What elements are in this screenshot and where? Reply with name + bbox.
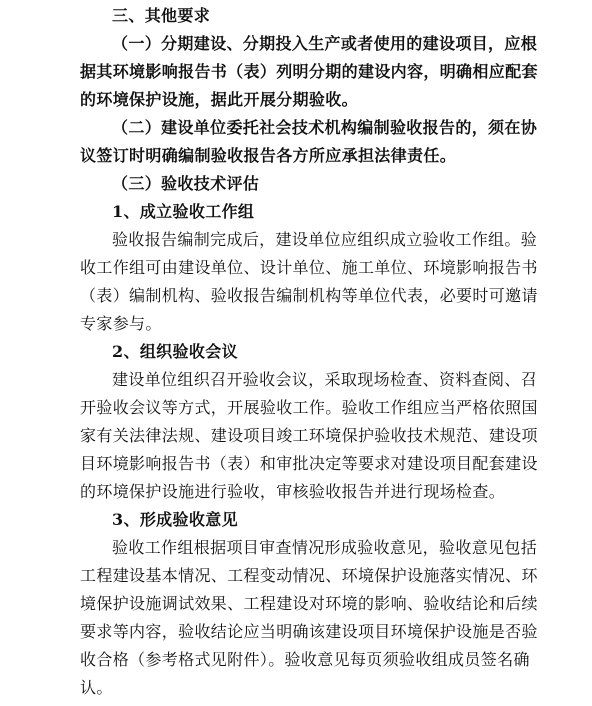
document-line: 的环境保护设施进行验收，审核验收报告并进行现场检查。 [80,482,506,501]
document-line: 3、形成验收意见 [112,510,238,529]
document-line: 收工作组可由建设单位、设计单位、施工单位、环境影响报告书 [80,258,538,277]
document-line: 验收工作组根据项目审查情况形成验收意见，验收意见包括 [112,538,538,557]
document-line: （三）验收技术评估 [112,174,260,193]
document-line: 收合格（参考格式见附件）。验收意见每页须验收组成员签名确 [80,650,530,669]
document-line: 目环境影响报告书（表）和审批决定等要求对建设项目配套建设 [80,454,538,473]
document-line: 议签订时明确编制验收报告各方所应承担法律责任。 [80,146,457,165]
document-line: 的环境保护设施，据此开展分期验收。 [80,90,358,109]
document-line: 1、成立验收工作组 [112,202,255,221]
document-line: （表）编制机构、验收报告编制机构等单位代表，必要时可邀请 [80,286,538,305]
document-line: 验收报告编制完成后，建设单位应组织成立验收工作组。验 [112,230,538,249]
document-line: 建设单位组织召开验收会议，采取现场检查、资料查阅、召 [112,370,538,389]
document-line: 三、其他要求 [112,6,211,25]
document-line: 认。 [80,678,113,697]
document-line: 专家参与。 [80,314,162,333]
document-line: 据其环境影响报告书（表）列明分期的建设内容，明确相应配套 [80,62,538,81]
document-line: （二）建设单位委托社会技术机构编制验收报告的，须在协 [112,118,538,137]
document-line: 境保护设施调试效果、工程建设对环境的影响、验收结论和后续 [80,594,538,613]
document-line: 工程建设基本情况、工程变动情况、环境保护设施落实情况、环 [80,566,538,585]
document-line: 要求等内容，验收结论应当明确该建设项目环境保护设施是否验 [80,622,538,641]
document-line: 2、组织验收会议 [112,342,238,361]
document-line: （一）分期建设、分期投入生产或者使用的建设项目，应根 [112,34,538,53]
document-line: 开验收会议等方式，开展验收工作。验收工作组应当严格依照国 [80,398,538,417]
document-line: 家有关法律法规、建设项目竣工环境保护验收技术规范、建设项 [80,426,538,445]
